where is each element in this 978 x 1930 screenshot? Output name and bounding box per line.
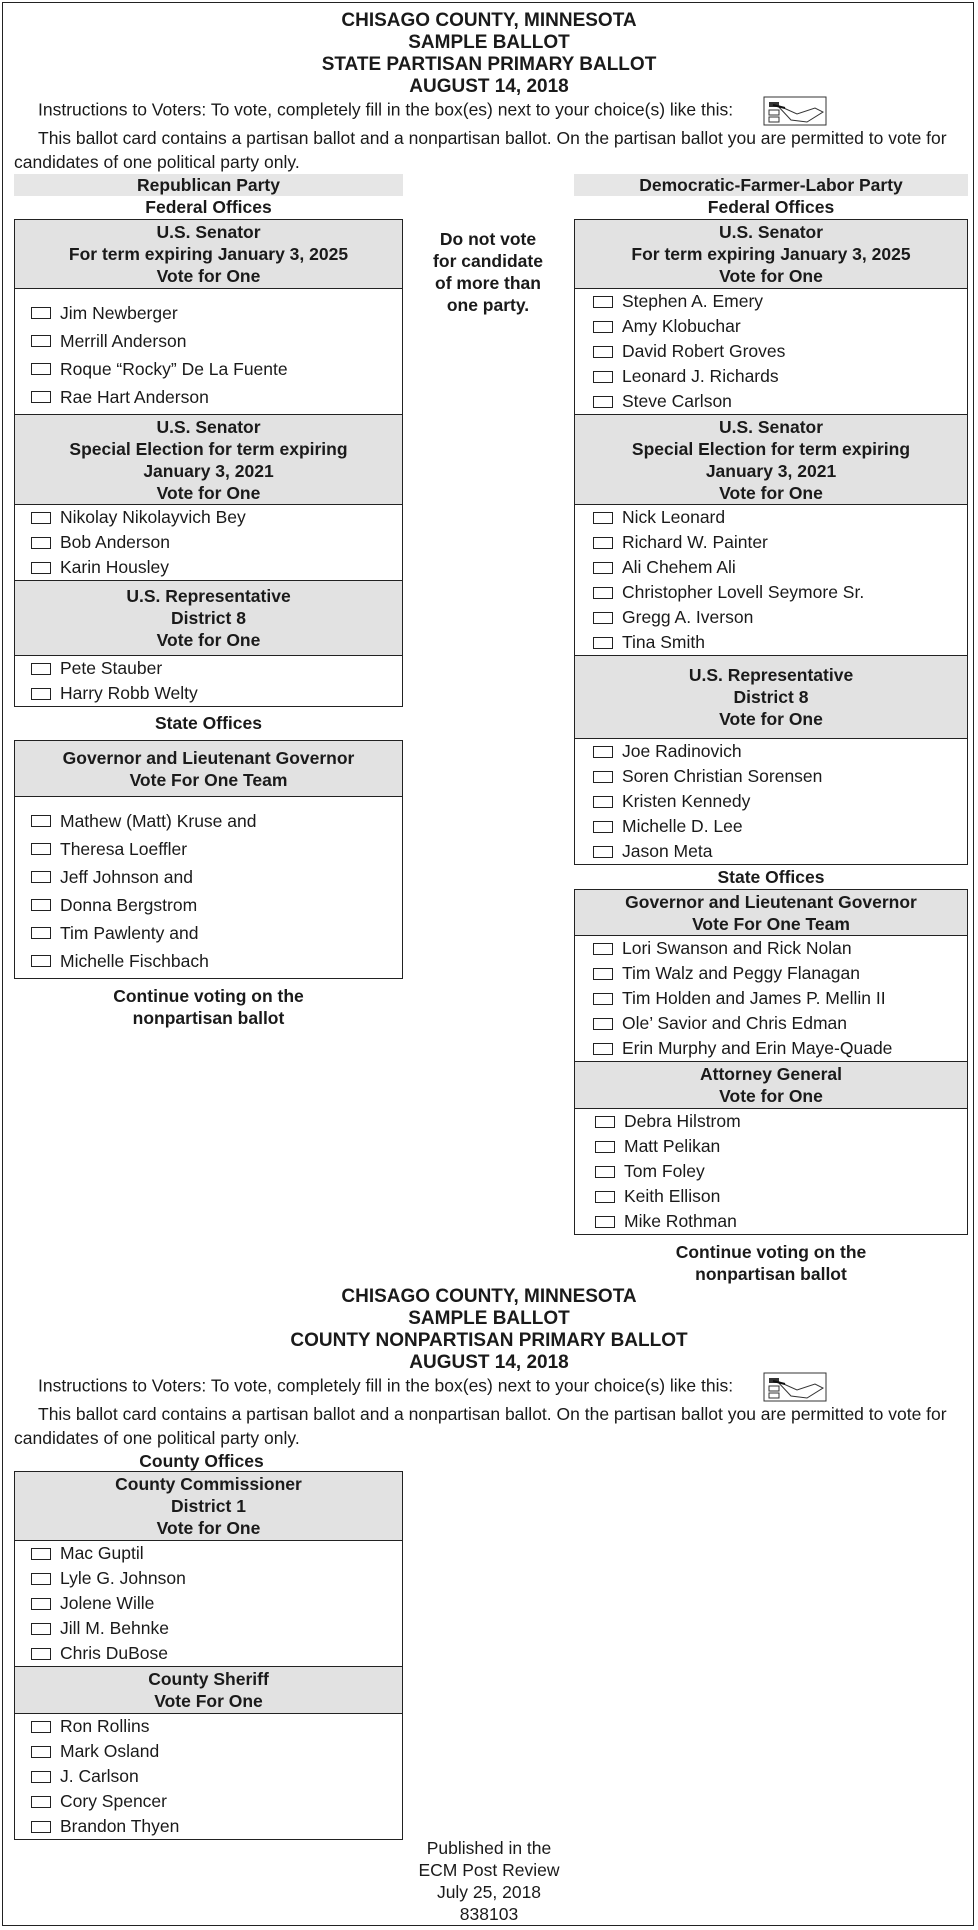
race-title-line: U.S. Senator bbox=[718, 222, 824, 242]
candidate-option[interactable] bbox=[593, 839, 967, 864]
publication-line: 838103 bbox=[459, 1904, 519, 1924]
candidate-name: Keith Ellison bbox=[624, 1186, 721, 1206]
candidate-name: Theresa Loeffler bbox=[60, 838, 188, 859]
race-attorney-general bbox=[575, 1061, 967, 1234]
candidate-option[interactable] bbox=[31, 505, 402, 530]
candidate-name: Gregg A. Iverson bbox=[622, 607, 754, 627]
candidate-name: Pete Stauber bbox=[60, 658, 163, 678]
vote-checkbox[interactable] bbox=[31, 843, 51, 855]
candidate-name: Chris DuBose bbox=[60, 1643, 168, 1663]
candidate-name: Roque “Rocky” De La Fuente bbox=[60, 358, 288, 379]
race-governor bbox=[575, 890, 967, 1061]
vote-checkbox[interactable] bbox=[593, 612, 613, 624]
warning-line: for candidate bbox=[433, 251, 543, 271]
candidate-list bbox=[575, 505, 967, 655]
race-title bbox=[575, 655, 967, 739]
candidate-option[interactable] bbox=[31, 1616, 402, 1641]
candidate-name: Brandon Thyen bbox=[60, 1816, 180, 1836]
candidate-list bbox=[15, 505, 402, 580]
candidate-option[interactable] bbox=[31, 383, 402, 411]
candidate-list bbox=[575, 289, 967, 414]
candidate-option[interactable] bbox=[31, 355, 402, 383]
candidate-name: David Robert Groves bbox=[622, 341, 786, 361]
vote-checkbox[interactable] bbox=[31, 1821, 51, 1833]
vote-checkbox[interactable] bbox=[595, 1166, 615, 1178]
candidate-option[interactable] bbox=[593, 530, 967, 555]
candidate-option[interactable] bbox=[593, 389, 967, 414]
race-title-line: U.S. Representative bbox=[688, 665, 854, 685]
race-title-line: Vote For One bbox=[154, 1691, 263, 1711]
vote-checkbox[interactable] bbox=[31, 815, 51, 827]
county-races-box bbox=[14, 1471, 403, 1840]
candidate-option[interactable] bbox=[595, 1184, 967, 1209]
publication-line: July 25, 2018 bbox=[436, 1882, 542, 1902]
candidate-option[interactable] bbox=[31, 947, 402, 975]
candidate-name: Ole’ Savior and Chris Edman bbox=[622, 1013, 848, 1033]
vote-checkbox[interactable] bbox=[593, 346, 613, 358]
vote-checkbox[interactable] bbox=[31, 1548, 51, 1560]
state-races-box bbox=[574, 889, 968, 1235]
candidate-option[interactable] bbox=[593, 986, 967, 1011]
header-line: AUGUST 14, 2018 bbox=[409, 1352, 569, 1373]
candidate-list bbox=[15, 289, 402, 414]
race-title-line: District 8 bbox=[733, 687, 809, 707]
race-title-line: District 1 bbox=[171, 1496, 246, 1516]
candidate-name: Karin Housley bbox=[60, 557, 169, 577]
candidate-list bbox=[15, 797, 402, 978]
vote-checkbox[interactable] bbox=[593, 637, 613, 649]
candidate-option[interactable] bbox=[31, 1789, 402, 1814]
vote-checkbox[interactable] bbox=[31, 307, 51, 319]
vote-checkbox[interactable] bbox=[31, 1648, 51, 1660]
vote-checkbox[interactable] bbox=[31, 391, 51, 403]
county-column bbox=[14, 1451, 403, 1840]
vote-checkbox[interactable] bbox=[31, 335, 51, 347]
continue-line: nonpartisan ballot bbox=[695, 1264, 847, 1284]
vote-checkbox[interactable] bbox=[593, 821, 613, 833]
race-title-line: Vote for One bbox=[156, 630, 261, 650]
vote-checkbox[interactable] bbox=[593, 771, 613, 783]
candidate-name: Tina Smith bbox=[622, 632, 705, 652]
candidate-list bbox=[15, 1541, 402, 1666]
vote-checkbox[interactable] bbox=[31, 1623, 51, 1635]
candidate-option[interactable] bbox=[595, 1109, 967, 1134]
race-title bbox=[575, 1061, 967, 1109]
candidate-option[interactable] bbox=[31, 530, 402, 555]
continue-line: Continue voting on the bbox=[675, 1242, 867, 1262]
candidate-name: Leonard J. Richards bbox=[622, 366, 779, 386]
race-title-line: Special Election for term expiring bbox=[631, 438, 911, 459]
vote-checkbox[interactable] bbox=[595, 1116, 615, 1128]
party-name: Democratic-Farmer-Labor Party bbox=[574, 174, 968, 196]
race-title-line: Governor and Lieutenant Governor bbox=[62, 747, 355, 768]
race-title bbox=[575, 414, 967, 505]
section-label: County Offices bbox=[139, 1451, 264, 1471]
partisan-instructions bbox=[14, 96, 966, 174]
candidate-option[interactable] bbox=[593, 1036, 967, 1061]
race-us-senator-special bbox=[575, 414, 967, 655]
nonpartisan-header bbox=[0, 1286, 978, 1374]
candidate-option[interactable] bbox=[31, 919, 402, 947]
race-us-senator bbox=[15, 220, 402, 414]
race-us-representative bbox=[15, 580, 402, 706]
warning-line: one party. bbox=[446, 295, 530, 315]
vote-checkbox[interactable] bbox=[593, 1043, 613, 1055]
section-label: Federal Offices bbox=[707, 197, 835, 217]
continue-line: Continue voting on the bbox=[113, 986, 304, 1006]
vote-checkbox[interactable] bbox=[31, 663, 51, 675]
race-title-line: Vote for One bbox=[719, 1086, 823, 1106]
candidate-list bbox=[575, 739, 967, 864]
race-us-senator bbox=[575, 220, 967, 414]
candidate-name: Cory Spencer bbox=[60, 1791, 167, 1811]
vote-checkbox[interactable] bbox=[593, 1018, 613, 1030]
warning-line: Do not vote bbox=[439, 229, 537, 249]
candidate-name: Mathew (Matt) Kruse and bbox=[60, 810, 257, 831]
dfl-column bbox=[574, 174, 968, 1285]
vote-checkbox[interactable] bbox=[31, 899, 51, 911]
race-title-line: January 3, 2021 bbox=[143, 460, 274, 481]
candidate-name: Ron Rollins bbox=[60, 1716, 150, 1736]
candidate-option[interactable] bbox=[31, 1566, 402, 1591]
candidate-name: Tim Pawlenty and bbox=[60, 922, 199, 943]
candidate-option[interactable] bbox=[595, 1134, 967, 1159]
candidate-option[interactable] bbox=[595, 1209, 967, 1234]
header-line: STATE PARTISAN PRIMARY BALLOT bbox=[321, 54, 657, 75]
vote-checkbox[interactable] bbox=[31, 927, 51, 939]
vote-checkbox[interactable] bbox=[31, 363, 51, 375]
candidate-option[interactable] bbox=[595, 1159, 967, 1184]
vote-checkbox[interactable] bbox=[593, 746, 613, 758]
candidate-name: Joe Radinovich bbox=[622, 741, 742, 761]
candidate-name: Tim Holden and James P. Mellin II bbox=[622, 988, 886, 1008]
race-title-line: For term expiring January 3, 2025 bbox=[68, 244, 349, 264]
candidate-name: Mac Guptil bbox=[60, 1543, 144, 1563]
vote-checkbox[interactable] bbox=[593, 371, 613, 383]
vote-checkbox[interactable] bbox=[593, 321, 613, 333]
candidate-name: Mike Rothman bbox=[624, 1211, 737, 1231]
candidate-name: Christopher Lovell Seymore Sr. bbox=[622, 582, 865, 602]
state-races-box bbox=[14, 740, 403, 979]
candidate-name: Jeff Johnson and bbox=[60, 866, 193, 887]
race-title-line: Vote for One bbox=[719, 709, 823, 729]
instructions-text: Instructions to Voters: To vote, completely fill in the box(es) next to your choice(s) like this: bbox=[38, 99, 734, 120]
candidate-name: J. Carlson bbox=[60, 1766, 139, 1786]
vote-checkbox[interactable] bbox=[31, 1573, 51, 1585]
republican-column bbox=[14, 174, 403, 1029]
candidate-option[interactable] bbox=[593, 630, 967, 655]
candidate-list bbox=[15, 1714, 402, 1839]
continue-line: nonpartisan ballot bbox=[132, 1008, 285, 1028]
race-title bbox=[15, 414, 402, 505]
notice-text: This ballot card contains a partisan ballot and a nonpartisan ballot. On the partisan ballot you are permitted to vote for candidates of one political party only. bbox=[14, 1404, 947, 1448]
vote-checkbox[interactable] bbox=[595, 1191, 615, 1203]
candidate-option[interactable] bbox=[593, 764, 967, 789]
candidate-name: Bob Anderson bbox=[60, 532, 170, 552]
candidate-list bbox=[575, 936, 967, 1061]
race-governor bbox=[15, 741, 402, 978]
candidate-option[interactable] bbox=[593, 605, 967, 630]
candidate-name: Mark Osland bbox=[60, 1741, 160, 1761]
race-title-line: For term expiring January 3, 2025 bbox=[631, 244, 911, 264]
header-line: CHISAGO COUNTY, MINNESOTA bbox=[341, 1286, 637, 1307]
race-title-line: Vote for One bbox=[719, 482, 823, 503]
vote-checkbox[interactable] bbox=[31, 1796, 51, 1808]
candidate-option[interactable] bbox=[593, 339, 967, 364]
continue-note bbox=[14, 985, 403, 1029]
vote-checkbox[interactable] bbox=[595, 1216, 615, 1228]
candidate-option[interactable] bbox=[593, 314, 967, 339]
race-us-representative bbox=[575, 655, 967, 864]
vote-checkbox[interactable] bbox=[593, 796, 613, 808]
candidate-name: Lyle G. Johnson bbox=[60, 1568, 186, 1588]
candidate-option[interactable] bbox=[593, 1011, 967, 1036]
race-title-line: Vote for One bbox=[156, 266, 261, 286]
candidate-name: Ali Chehem Ali bbox=[622, 557, 736, 577]
race-title-line: Vote for One bbox=[719, 266, 823, 286]
publication-note bbox=[0, 1837, 978, 1925]
instructions-text: Instructions to Voters: To vote, completely fill in the box(es) next to your choice(s) like this: bbox=[38, 1375, 734, 1396]
candidate-name: Jolene Wille bbox=[60, 1593, 155, 1613]
candidate-name: Jim Newberger bbox=[60, 302, 178, 323]
candidate-name: Donna Bergstrom bbox=[60, 894, 198, 915]
candidate-option[interactable] bbox=[593, 789, 967, 814]
section-label: State Offices bbox=[717, 867, 825, 887]
candidate-option[interactable] bbox=[31, 299, 402, 327]
candidate-option[interactable] bbox=[31, 656, 402, 681]
candidate-name: Nikolay Nikolayvich Bey bbox=[60, 507, 246, 527]
vote-checkbox[interactable] bbox=[593, 562, 613, 574]
header-line: AUGUST 14, 2018 bbox=[409, 76, 569, 97]
candidate-name: Steve Carlson bbox=[622, 391, 732, 411]
candidate-option[interactable] bbox=[31, 327, 402, 355]
vote-checkbox[interactable] bbox=[31, 562, 51, 574]
filled-box-example-icon bbox=[739, 96, 803, 126]
race-title-line: Vote for One bbox=[156, 482, 261, 503]
vote-checkbox[interactable] bbox=[593, 512, 613, 524]
federal-races-box bbox=[14, 219, 403, 707]
race-title bbox=[15, 1472, 402, 1541]
candidate-option[interactable] bbox=[31, 1739, 402, 1764]
race-title bbox=[15, 220, 402, 289]
race-title bbox=[575, 890, 967, 936]
vote-checkbox[interactable] bbox=[31, 1598, 51, 1610]
candidate-option[interactable] bbox=[593, 580, 967, 605]
section-label: Federal Offices bbox=[145, 197, 272, 217]
race-title-line: Attorney General bbox=[700, 1064, 842, 1084]
race-title-line: U.S. Senator bbox=[718, 416, 824, 437]
candidate-option[interactable] bbox=[31, 807, 402, 835]
race-title-line: U.S. Senator bbox=[156, 222, 261, 242]
race-title-line: County Commissioner bbox=[115, 1474, 302, 1494]
race-title-line: Vote For One Team bbox=[692, 913, 850, 934]
candidate-option[interactable] bbox=[31, 891, 402, 919]
race-county-sheriff bbox=[15, 1666, 402, 1839]
race-title bbox=[15, 741, 402, 797]
vote-checkbox[interactable] bbox=[31, 1746, 51, 1758]
vote-checkbox[interactable] bbox=[31, 955, 51, 967]
header-line: CHISAGO COUNTY, MINNESOTA bbox=[341, 10, 637, 31]
candidate-name: Stephen A. Emery bbox=[622, 291, 764, 311]
candidate-name: Richard W. Painter bbox=[622, 532, 768, 552]
federal-races-box bbox=[574, 219, 968, 865]
candidate-option[interactable] bbox=[593, 739, 967, 764]
race-title-line: January 3, 2021 bbox=[705, 460, 837, 481]
notice-text: This ballot card contains a partisan ballot and a nonpartisan ballot. On the partisan ballot you are permitted to vote for candidates of one political party only. bbox=[14, 128, 947, 172]
nonpartisan-instructions bbox=[14, 1372, 966, 1450]
candidate-name: Rae Hart Anderson bbox=[60, 386, 209, 407]
vote-checkbox[interactable] bbox=[593, 968, 613, 980]
vote-checkbox[interactable] bbox=[593, 296, 613, 308]
candidate-option[interactable] bbox=[593, 289, 967, 314]
race-title-line: Governor and Lieutenant Governor bbox=[625, 891, 917, 912]
candidate-option[interactable] bbox=[593, 555, 967, 580]
race-title-line: Vote For One Team bbox=[129, 769, 288, 790]
candidate-option[interactable] bbox=[31, 555, 402, 580]
candidate-name: Erin Murphy and Erin Maye-Quade bbox=[622, 1038, 893, 1058]
candidate-name: Jason Meta bbox=[622, 841, 713, 861]
vote-checkbox[interactable] bbox=[31, 537, 51, 549]
candidate-name: Tom Foley bbox=[624, 1161, 705, 1181]
candidate-name: Harry Robb Welty bbox=[60, 683, 198, 703]
candidate-option[interactable] bbox=[593, 961, 967, 986]
candidate-option[interactable] bbox=[31, 1641, 402, 1666]
filled-box-example-icon bbox=[739, 1372, 803, 1402]
publication-line: Published in the bbox=[426, 1838, 552, 1858]
warning-line: of more than bbox=[435, 273, 541, 293]
candidate-name: Merrill Anderson bbox=[60, 330, 187, 351]
candidate-name: Amy Klobuchar bbox=[622, 316, 741, 336]
continue-note bbox=[574, 1241, 968, 1285]
header-line: COUNTY NONPARTISAN PRIMARY BALLOT bbox=[290, 1330, 688, 1351]
candidate-name: Michelle Fischbach bbox=[60, 950, 209, 971]
candidate-name: Nick Leonard bbox=[622, 507, 726, 527]
header-line: SAMPLE BALLOT bbox=[408, 1308, 570, 1329]
vote-checkbox[interactable] bbox=[593, 537, 613, 549]
vote-checkbox[interactable] bbox=[593, 846, 613, 858]
candidate-name: Matt Pelikan bbox=[624, 1136, 721, 1156]
candidate-name: Jill M. Behnke bbox=[60, 1618, 169, 1638]
race-title-line: Vote for One bbox=[156, 1518, 261, 1538]
race-title bbox=[575, 220, 967, 289]
section-label: State Offices bbox=[155, 713, 262, 733]
candidate-list bbox=[575, 1109, 967, 1234]
race-title-line: County Sheriff bbox=[148, 1669, 269, 1689]
candidate-option[interactable] bbox=[31, 1591, 402, 1616]
race-title bbox=[15, 1666, 402, 1714]
vote-checkbox[interactable] bbox=[593, 396, 613, 408]
vote-checkbox[interactable] bbox=[31, 512, 51, 524]
vote-checkbox[interactable] bbox=[593, 993, 613, 1005]
candidate-option[interactable] bbox=[31, 1541, 402, 1566]
partisan-header bbox=[0, 10, 978, 98]
candidate-option[interactable] bbox=[593, 936, 967, 961]
vote-checkbox[interactable] bbox=[593, 943, 613, 955]
vote-checkbox[interactable] bbox=[31, 871, 51, 883]
race-title-line: Special Election for term expiring bbox=[69, 438, 348, 459]
one-party-warning bbox=[408, 228, 568, 316]
race-title bbox=[15, 580, 402, 656]
header-line: SAMPLE BALLOT bbox=[408, 32, 570, 53]
race-us-senator-special bbox=[15, 414, 402, 580]
candidate-list bbox=[15, 656, 402, 706]
race-title-line: District 8 bbox=[171, 608, 246, 628]
candidate-option[interactable] bbox=[31, 1764, 402, 1789]
candidate-option[interactable] bbox=[31, 863, 402, 891]
candidate-option[interactable] bbox=[593, 505, 967, 530]
race-county-commissioner bbox=[15, 1472, 402, 1666]
publication-line: ECM Post Review bbox=[418, 1860, 560, 1880]
candidate-option[interactable] bbox=[31, 681, 402, 706]
vote-checkbox[interactable] bbox=[595, 1141, 615, 1153]
vote-checkbox[interactable] bbox=[31, 1721, 51, 1733]
candidate-option[interactable] bbox=[31, 1714, 402, 1739]
candidate-name: Kristen Kennedy bbox=[622, 791, 751, 811]
candidate-option[interactable] bbox=[593, 364, 967, 389]
candidate-name: Soren Christian Sorensen bbox=[622, 766, 823, 786]
candidate-name: Tim Walz and Peggy Flanagan bbox=[622, 963, 860, 983]
vote-checkbox[interactable] bbox=[593, 587, 613, 599]
vote-checkbox[interactable] bbox=[31, 688, 51, 700]
candidate-name: Michelle D. Lee bbox=[622, 816, 743, 836]
race-title-line: U.S. Senator bbox=[156, 416, 261, 437]
vote-checkbox[interactable] bbox=[31, 1771, 51, 1783]
candidate-name: Lori Swanson and Rick Nolan bbox=[622, 938, 852, 958]
race-title-line: U.S. Representative bbox=[126, 586, 291, 606]
candidate-option[interactable] bbox=[31, 835, 402, 863]
party-name: Republican Party bbox=[14, 174, 403, 196]
candidate-option[interactable] bbox=[593, 814, 967, 839]
candidate-option[interactable] bbox=[31, 1814, 402, 1839]
candidate-name: Debra Hilstrom bbox=[624, 1111, 741, 1131]
